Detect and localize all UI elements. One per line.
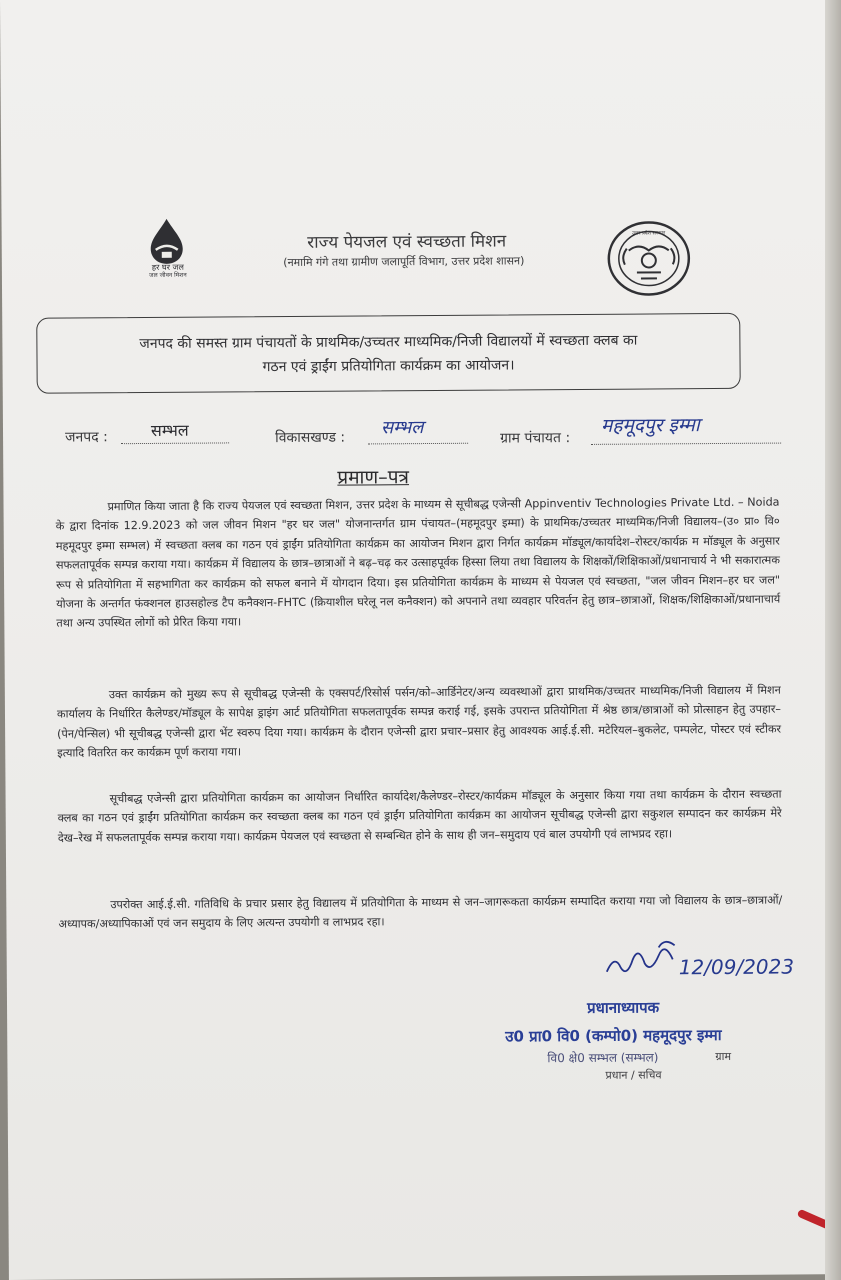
paragraph-4-text: उपरोक्त आई.ई.सी. गतिविधि के प्रचार प्रसार हेतु विद्यालय में प्रतियोगिता के माध्यम से जन–जागरूकता कार्यक्रम सम्पादित कराया गया जो विद्यालय के छात्र–छात्राओं/अध्यापक/अध्यापिकाओं एवं जन समुदाय के लिए अत्यन्त उपयोगी व लाभप्रद रहा। [58, 893, 783, 932]
designation-stamp: प्रधानाध्यापक [586, 998, 660, 1017]
paragraph-2-text: उक्त कार्यक्रम को मुख्य रूप से सूचीबद्ध एजेन्सी के एक्सपर्ट/रिसोर्स पर्सन/को–आर्डिनेटर/अन्य व्यवस्थाओं द्वारा प्राथमिक/उच्चतर माध्यमिक/निजी विद्यालय में मिशन कार्यालय के निर्धारित कैलेण्डर/मॉड्यूल के सापेक्ष ड्राइंग आर्ट प्रतियोगिता सफलतापूर्वक सम्पन्न कराई गई, इसके उपरान्त प्रतियोगिता में श्रेष्ठ छात्र/छात्राओं को प्रोत्साहन हेतु उपहार–(पेन/पेन्सिल) भी सूचीबद्ध एजेन्सी द्वारा भेंट स्वरुप दिया गया। कार्यक्रम के दौरान एजेन्सी द्वारा प्रचार–प्रसार हेतु आवश्यक आई.ई.सी. मटेरियल–बुकलेट, पम्पलेट, पोस्टर एवं स्टीकर इत्यादि वितरित कर कार्यक्रम पूर्ण कराया गया। [56, 683, 782, 760]
emblem-text: उत्तर प्रदेश सरकार [632, 230, 666, 237]
jal-jeevan-mission-logo [142, 217, 192, 287]
signature-date: 12/09/2023 [678, 954, 795, 980]
program-title-line-2: गठन एवं ड्राईंग प्रतियोगिता कार्यक्रम का आयोजन। [262, 357, 515, 376]
certificate-title: प्रमाण–पत्र [337, 466, 410, 489]
up-government-emblem [607, 220, 692, 297]
paragraph-1-text: प्रमाणित किया जाता है कि राज्य पेयजल एवं स्वच्छता मिशन, उत्तर प्रदेश के माध्यम से सूचीबद्ध एजेन्सी Appinventiv Technologies Private Ltd. – Noida के द्वारा दिनांक 12.9.2023 को जल जीवन मिशन "हर घर जल" योजनान्तर्गत ग्राम पंचायत–(महमूदपुर इम्मा) के प्राथमिक/उच्चतर माध्यमिक/निजी विद्यालय–(उ० प्रा० वि० महमूदपुर इम्मा सम्भल) में स्वच्छता क्लब का गठन एवं ड्राईंग प्रतियोगिता कार्यक्रम का आयोजन मिशन द्वारा निर्गत कार्यक्रम मॉड्यूल/कार्यादेश–रोस्टर/कार्यक्र म मॉड्यूल के अनुसार सफलतापूर्वक सम्पन्न कराया गया। कार्यक्रम में विद्यालय के छात्र–छात्राओं ने बढ़–चढ़ कर उत्साहपूर्वक हिस्सा लिया तथा विद्यालय के शिक्षकों/शिक्षिकाओं/प्रधानाचार्य ने भी सकारात्मक रूप से प्रतियोगिता में सहभागिता कर कार्यक्रम को सफल बनाने में योगदान दिया। इस प्रतियोगिता कार्यक्रम के माध्यम से पेयजल एवं स्वच्छता, "जल जीवन मिशन–हर घर जल" योजना के अन्तर्गत फंक्शनल हाउसहोल्ड टैप कनैक्शन-FHTC (क्रियाशील घरेलू नल कनैक्शन) को अपनाने तथा व्यवहार परिवर्तन हेतु छात्र–छात्राओं, शिक्षक/शिक्षिकाओं/प्रधानाचार्य तथा अन्य उपस्थित लोगों को प्रेरित किया गया। [55, 495, 781, 631]
vikaskhand-label: विकासखण्ड : [275, 429, 346, 447]
janpad-label: जनपद : [65, 429, 108, 446]
pradhan-sachiv-label: प्रधान / सचिव [605, 1068, 662, 1082]
mission-title: राज्य पेयजल एवं स्वच्छता मिशन [307, 231, 507, 253]
gram-panchayat-value: महमूदपुर इम्मा [600, 414, 700, 437]
paragraph-4 [58, 891, 782, 935]
paragraph-1 [55, 493, 780, 634]
paragraph-2 [57, 681, 782, 764]
school-stamp: उ0 प्रा0 वि0 (कम्पो0) महमूदपुर इम्मा [505, 1025, 722, 1046]
gram-panchayat-label: ग्राम पंचायत : [500, 430, 571, 447]
program-title-line-1: जनपद की समस्त ग्राम पंचायतों के प्राथमिक/उच्चतर माध्यमिक/निजी विद्यालयों में स्वच्छता क्लब का [139, 332, 638, 353]
program-title-box [36, 313, 741, 394]
paragraph-3 [58, 785, 782, 848]
logo-tagline: हर घर जल [151, 262, 184, 272]
mission-subtitle: (नमामि गंगे तथा ग्रामीण जलापूर्ति विभाग, उत्तर प्रदेश शासन) [283, 254, 525, 270]
block-stamp: वि0 क्षे0 सम्भल (सम्भल) [547, 1050, 659, 1066]
logo-mission-name: जल जीवन मिशन [149, 271, 187, 279]
gram-suffix: ग्राम [715, 1049, 732, 1064]
vikaskhand-value: सम्भल [380, 417, 424, 439]
paper-edge-shadow [825, 0, 841, 1280]
paragraph-3-text: सूचीबद्ध एजेन्सी द्वारा प्रतियोगिता कार्यक्रम का आयोजन निर्धारित कार्यादेश/कैलेण्डर–रोस्टर/कार्यक्रम मॉड्यूल के अनुसार किया गया तथा कार्यक्रम के दौरान स्वच्छता क्लब का गठन एवं ड्राईंग प्रतियोगिता कार्यक्रम कर स्वच्छता क्लब का गठन एवं ड्राईंग प्रतियोगिता कार्यक्रम का आयोजन सूचीबद्ध एजेन्सी द्वारा सकुशल सम्पादन कर कार्यक्रम मेरे देख–रेख में सफलतापूर्वक सम्पन्न कराया गया। कार्यक्रम पेयजल एवं स्वच्छता से सम्बन्धित होने के साथ ही जन–समुदाय एवं बाल उपयोगी एवं लाभप्रद रहा। [57, 787, 782, 845]
janpad-value: सम्भल [150, 420, 189, 440]
